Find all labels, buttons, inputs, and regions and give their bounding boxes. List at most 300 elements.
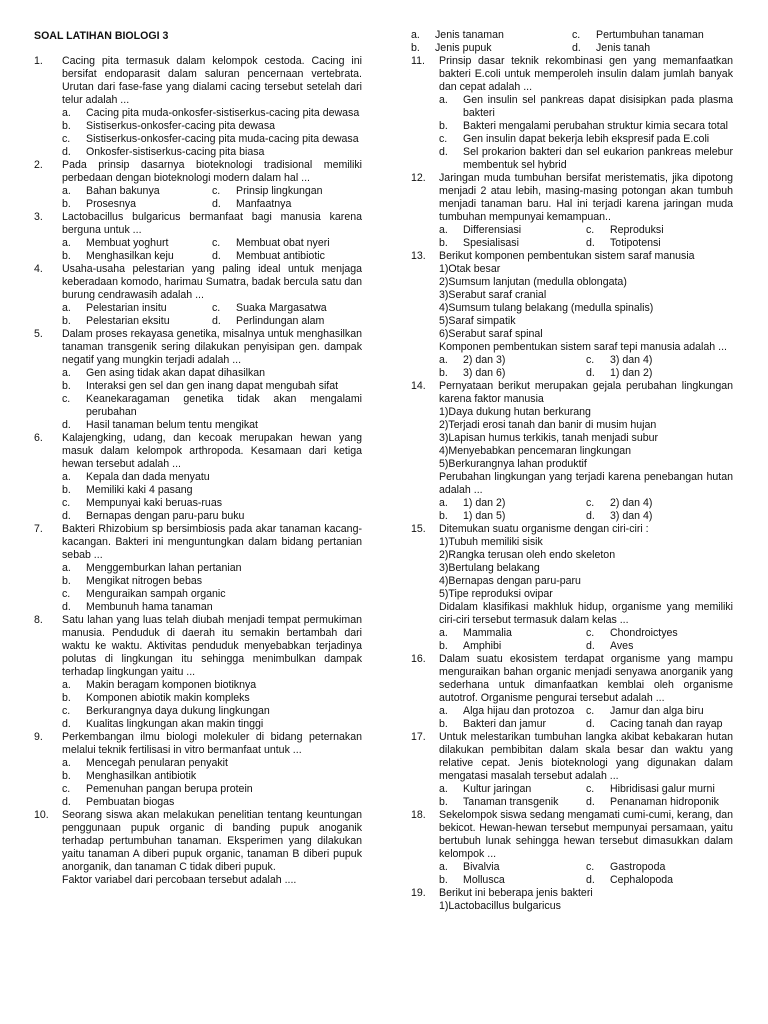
option-letter: a. [62,679,71,691]
option-text: Sistiserkus-onkosfer-cacing pita dewasa [86,120,276,132]
option-letter: c. [439,133,448,145]
answer-options [439,783,733,809]
question-number: 14. [411,380,426,392]
option-text: Bakteri dan jamur [463,718,547,730]
option-letter: b. [439,510,448,522]
answer-option [62,393,362,419]
question-item [411,380,733,523]
question-text: Bakteri Rhizobium sp bersimbiosis pada akar tanaman kacang-kacangan. Bakteri ini menguntungkan dalam bidang pertanian sebab ... [62,523,362,561]
answer-option [212,237,362,250]
question-text: Jaringan muda tumbuhan bersifat meristematis, jika dipotong menjadi 2 atau lebih, masing-masing potongan akan tumbuh menjadi tanaman baru. Hal ini terjadi karena jaringan muda tumbuhan mempunyai kemampuan.. [439,172,733,223]
option-letter: d. [586,796,595,808]
option-text: Membunuh hama tanaman [86,601,213,613]
option-text: Differensiasi [463,224,522,236]
answer-option [439,510,586,523]
question-number: 1. [34,55,43,67]
answer-option [439,783,586,796]
answer-option [439,367,586,380]
answer-option [572,29,733,42]
option-letter: c. [586,497,595,509]
option-text: 2) dan 3) [463,354,506,366]
answer-option [586,718,733,731]
option-text: 1) dan 2) [463,497,506,509]
answer-option [62,198,212,211]
question-text: 6)Serabut saraf spinal [439,328,543,340]
question-text: Komponen pembentukan sistem saraf tepi manusia adalah ... [439,341,727,353]
answer-option [62,185,212,198]
option-text: Prinsip lingkungan [236,185,323,197]
option-text: Pemenuhan pangan berupa protein [86,783,253,795]
option-text: Pembuatan biogas [86,796,175,808]
answer-option [62,705,362,718]
option-text: 3) dan 4) [610,354,653,366]
answer-option [586,861,733,874]
option-letter: d. [62,419,71,431]
option-text: Pertumbuhan tanaman [596,29,704,41]
question-text: 3)Lapisan humus terkikis, tanah menjadi subur [439,432,659,444]
question-text: Berikut komponen pembentukan sistem saraf manusia [439,250,695,262]
option-letter: a. [62,302,71,314]
answer-option [62,484,362,497]
option-letter: d. [586,367,595,379]
question-item [34,432,362,523]
question-text: 5)Tipe reproduksi ovipar [439,588,553,600]
option-text: Gen insulin sel pankreas dapat disisipkan pada plasma bakteri [463,94,733,119]
option-letter: b. [439,796,448,808]
option-letter: a. [439,627,448,639]
answer-option [62,588,362,601]
option-text: Perlindungan alam [236,315,325,327]
question-item [34,809,362,887]
answer-option [62,380,362,393]
option-letter: a. [62,237,71,249]
question-text: 4)Sumsum tulang belakang (medulla spinalis) [439,302,654,314]
answer-option [62,302,212,315]
option-text: Gen insulin dapat bekerja lebih ekspresif pada E.coli [463,133,710,145]
answer-option [586,237,733,250]
option-text: Makin beragam komponen biotiknya [86,679,257,691]
option-letter: b. [62,315,71,327]
answer-option [212,198,362,211]
option-text: Komponen abiotik makin kompleks [86,692,250,704]
option-letter: b. [62,380,71,392]
option-letter: a. [439,354,448,366]
question-text: Untuk melestarikan tumbuhan langka akibat kebakaran hutan dilakukan pembibitan dalam skala besar dan waktu yang relative cepat. Jenis bioteknologi yang digunakan dalam mengatasi masalah tersebut adalah ... [439,731,733,782]
option-text: Menghasilkan antibiotik [86,770,197,782]
question-text: Prinsip dasar teknik rekombinasi gen yang memanfaatkan bakteri E.coli untuk memperoleh insulin dalam jumlah banyak dan cepat adalah ... [439,55,733,93]
answer-option [439,237,586,250]
option-letter: b. [439,718,448,730]
option-text: Cacing tanah dan rayap [610,718,723,730]
answer-option [439,640,586,653]
option-text: Pelestarian insitu [86,302,167,314]
option-text: Cephalopoda [610,874,674,886]
option-text: Aves [610,640,634,652]
question-number: 13. [411,250,426,262]
question-text: 5)Saraf simpatik [439,315,516,327]
option-letter: b. [439,640,448,652]
question-number: 2. [34,159,43,171]
question-text: Dalam proses rekayasa genetika, misalnya untuk menghasilkan tanaman transgenik sering dilakukan penyisipan gen. dampak negatif yang mungkin terjadi adalah ... [62,328,362,366]
answer-option [439,718,586,731]
option-letter: b. [439,874,448,886]
option-letter: b. [411,42,420,54]
question-text: Pernyataan berikut merupakan gejala perubahan lingkungan karena faktor manusia [439,380,733,405]
option-text: Manfaatnya [236,198,292,210]
answer-option [439,94,733,120]
answer-option [586,796,733,809]
option-text: Sel prokarion bakteri dan sel eukarion pankreas melebur membentuk sel hybrid [463,146,733,171]
option-letter: d. [62,796,71,808]
answer-option [62,120,362,133]
answer-option [411,29,572,42]
question-item [411,809,733,887]
answer-option [586,510,733,523]
option-letter: a. [62,185,71,197]
answer-option [586,705,733,718]
option-letter: c. [586,224,595,236]
option-letter: b. [62,484,71,496]
question-number: 15. [411,523,426,535]
question-text: Usaha-usaha pelestarian yang paling ideal untuk menjaga keberadaan komodo, harimau Sumatra, badak bercula satu dan burung cendrawasih adalah ... [62,263,362,301]
question-item [34,55,362,159]
option-text: Onkosfer-sistiserkus-cacing pita biasa [86,146,265,158]
option-text: Menggemburkan lahan pertanian [86,562,242,574]
option-text: Prosesnya [86,198,137,210]
option-letter: b. [62,575,71,587]
option-letter: c. [62,497,71,509]
question-item [411,731,733,809]
answer-option [586,354,733,367]
option-letter: c. [586,783,595,795]
question-item [34,614,362,731]
option-text: Menguraikan sampah organic [86,588,226,600]
option-text: Mengikat nitrogen bebas [86,575,203,587]
question-number: 17. [411,731,426,743]
option-letter: b. [439,237,448,249]
answer-option [439,874,586,887]
question-text: 3)Serabut saraf cranial [439,289,547,301]
option-text: 1) dan 5) [463,510,506,522]
option-text: Berkurangnya daya dukung lingkungan [86,705,270,717]
question-text: 3)Bertulang belakang [439,562,540,574]
option-letter: a. [62,367,71,379]
option-letter: c. [586,354,595,366]
option-text: Memiliki kaki 4 pasang [86,484,193,496]
answer-option [62,575,362,588]
option-letter: c. [572,29,581,41]
option-text: Menghasilkan keju [86,250,174,262]
question-item [34,263,362,328]
question-text: 2)Terjadi erosi tanah dan banir di musim hujan [439,419,657,431]
question-item [34,159,362,211]
question-text: Satu lahan yang luas telah diubah menjadi tempat permukiman manusia. Penduduk di daerah itu semakin bertambah dari waktu ke waktu. Aktivitas penduduk menyebabkan terjadinya polutas di lingkungan itu sehingga menimbulkan dampak terhadap lingkungan yaitu ... [62,614,362,678]
option-text: Jenis pupuk [435,42,492,54]
option-letter: b. [62,250,71,262]
answer-option [62,471,362,484]
option-letter: a. [62,757,71,769]
answer-option [212,250,362,263]
option-text: Bivalvia [463,861,500,873]
option-text: Sistiserkus-onkosfer-cacing pita muda-cacing pita dewasa [86,133,359,145]
question-number: 3. [34,211,43,223]
question-text: Ditemukan suatu organisme dengan ciri-ciri : [439,523,649,535]
option-text: Hibridisasi galur murni [610,783,715,795]
answer-option [586,627,733,640]
option-letter: d. [212,250,221,262]
option-letter: a. [411,29,420,41]
option-text: Gastropoda [610,861,666,873]
option-letter: d. [62,510,71,522]
right-column [411,29,733,913]
option-text: 2) dan 4) [610,497,653,509]
question-10-options [411,29,733,55]
question-number: 11. [411,55,425,67]
option-letter: d. [572,42,581,54]
option-text: Cacing pita muda-onkosfer-sistiserkus-cacing pita dewasa [86,107,360,119]
question-item [34,328,362,432]
answer-option [62,133,362,146]
answer-options [439,705,733,731]
answer-option [62,146,362,159]
question-text: 1)Daya dukung hutan berkurang [439,406,591,418]
option-letter: c. [212,185,221,197]
question-text: 1)Tubuh memiliki sisik [439,536,543,548]
question-text: 5)Berkurangnya lahan produktif [439,458,587,470]
left-column [34,30,362,887]
option-letter: d. [212,198,221,210]
answer-option [439,354,586,367]
answer-option [62,510,362,523]
answer-options [439,224,733,250]
question-text: Seorang siswa akan melakukan penelitian tentang keuntungan penggunaan pupuk organic di banding pupuk anoganik terhadap pertumbuhan tanaman. Eksperimen yang dilakukan yaitu tanaman A diberi pupuk organic, tanaman B diberi pupuk anorganik, dan tanaman C tidak diberi pupuk. [62,809,362,873]
option-letter: d. [62,146,71,158]
option-letter: a. [62,471,71,483]
option-letter: d. [586,510,595,522]
option-letter: d. [62,718,71,730]
answer-option [62,497,362,510]
question-text: 2)Rangka terusan oleh endo skeleton [439,549,616,561]
question-text: Didalam klasifikasi makhluk hidup, organisme yang memiliki ciri-ciri tersebut termasuk dalam kelas ... [439,601,733,626]
answer-option [62,770,362,783]
question-text: Perkembangan ilmu biologi molekuler di bidang peternakan melalui teknik fertilisasi in vitro bermanfaat untuk ... [62,731,362,756]
answer-option [62,757,362,770]
option-text: Bahan bakunya [86,185,160,197]
option-text: Chondroictyes [610,627,678,639]
answer-option [439,627,586,640]
question-item [34,731,362,809]
question-text: Kalajengking, udang, dan kecoak merupakan hewan yang masuk dalam kelompok arthropoda. Kesamaan dari ketiga hewan tersebut adalah ... [62,432,362,470]
answer-option [62,562,362,575]
question-number: 9. [34,731,43,743]
question-text: Dalam suatu ekosistem terdapat organisme yang mampu menguraikan bahan organic menjadi senyawa anorganik yang sederhana untuk dimanfaatkan kemblai oleh organisme autotrof. Organisme pengurai tersebut adalah ... [439,653,733,704]
option-text: Hasil tanaman belum tentu mengikat [86,419,258,431]
option-text: Mempunyai kaki beruas-ruas [86,497,223,509]
option-text: Suaka Margasatwa [236,302,327,314]
option-letter: b. [62,692,71,704]
question-text: 4)Bernapas dengan paru-paru [439,575,581,587]
question-item [411,250,733,380]
question-number: 10. [34,809,49,821]
option-text: Pelestarian eksitu [86,315,170,327]
answer-option [572,42,733,55]
option-letter: b. [439,120,448,132]
answer-option [62,692,362,705]
option-text: Gen asing tidak akan dapat dihasilkan [86,367,266,379]
option-text: Jamur dan alga biru [610,705,704,717]
question-text: Perubahan lingkungan yang terjadi karena penebangan hutan adalah ... [439,471,733,496]
option-letter: d. [586,237,595,249]
answer-option [439,133,733,146]
answer-option [62,367,362,380]
answer-option [439,796,586,809]
option-text: Jenis tanah [596,42,651,54]
answer-option [212,315,362,328]
option-letter: d. [212,315,221,327]
question-text: Cacing pita termasuk dalam kelompok cestoda. Cacing ini bersifat endoparasit dalam saluran pencernaan vertebrata. Urutan dari fase-fase yang dialami cacing tersebut setelah dari telur adalah ... [62,55,362,106]
option-letter: a. [62,107,71,119]
option-letter: c. [62,393,71,405]
option-text: Membuat obat nyeri [236,237,330,249]
option-text: Amphibi [463,640,502,652]
question-number: 8. [34,614,43,626]
option-letter: d. [586,640,595,652]
option-letter: c. [586,627,595,639]
option-text: Kualitas lingkungan akan makin tinggi [86,718,264,730]
option-letter: c. [62,705,71,717]
option-text: Interaksi gen sel dan gen inang dapat mengubah sifat [86,380,339,392]
question-item [411,523,733,653]
option-text: Alga hijau dan protozoa [463,705,575,717]
option-letter: b. [439,367,448,379]
option-letter: a. [439,705,448,717]
option-letter: a. [62,562,71,574]
option-letter: c. [62,783,71,795]
page-title: SOAL LATIHAN BIOLOGI 3 [34,30,169,42]
answer-option [411,42,572,55]
question-number: 4. [34,263,43,275]
answer-option [439,224,586,237]
option-letter: a. [439,497,448,509]
question-text: 2)Sumsum lanjutan (medulla oblongata) [439,276,627,288]
answer-option [586,874,733,887]
option-text: 1) dan 2) [610,367,653,379]
answer-option [439,146,733,172]
question-item [34,211,362,263]
answer-option [62,783,362,796]
answer-options [439,627,733,653]
answer-option [586,783,733,796]
answer-option [62,237,212,250]
option-letter: c. [212,302,221,314]
question-text: Berikut ini beberapa jenis bakteri [439,887,593,899]
answer-options [62,237,362,263]
option-letter: b. [62,770,71,782]
question-number: 18. [411,809,426,821]
option-text: Bakteri mengalami perubahan struktur kimia secara total [463,120,728,132]
answer-option [586,224,733,237]
question-item [411,887,733,913]
answer-option [586,367,733,380]
question-text: Sekelompok siswa sedang mengamati cumi-cumi, kerang, dan bekicot. Hewan-hewan tersebut mempunyai persamaan, yaitu bertubuh lunak sehingga hewan tersebut dimasukkan dalam kelompok ... [439,809,733,860]
question-text: Lactobacillus bulgaricus bermanfaat bagi manusia karena berguna untuk ... [62,211,362,236]
question-text: 4)Menyebabkan pencemaran lingkungan [439,445,631,457]
option-text: Totipotensi [610,237,661,249]
option-letter: d. [586,718,595,730]
question-number: 12. [411,172,426,184]
answer-options [439,861,733,887]
option-letter: b. [62,120,71,132]
answer-options [439,497,733,523]
answer-option [62,107,362,120]
option-text: Kepala dan dada menyatu [86,471,210,483]
question-number: 19. [411,887,426,899]
option-letter: a. [439,861,448,873]
answer-option [439,497,586,510]
question-number: 16. [411,653,426,665]
answer-options [439,354,733,380]
option-letter: d. [62,601,71,613]
option-letter: c. [212,237,221,249]
question-text: 1)Otak besar [439,263,501,275]
answer-option [62,679,362,692]
answer-option [62,315,212,328]
question-text: Pada prinsip dasarnya bioteknologi tradisional memiliki perbedaan dengan bioteknologi modern dalam hal ... [62,159,362,184]
question-item [411,172,733,250]
left-question-list [34,55,362,887]
right-question-list [411,55,733,913]
answer-options [62,302,362,328]
option-text: Mencegah penularan penyakit [86,757,228,769]
option-text: Spesialisasi [463,237,519,249]
option-text: 3) dan 4) [610,510,653,522]
option-letter: b. [62,198,71,210]
option-text: Membuat yoghurt [86,237,169,249]
answer-option [439,705,586,718]
answer-option [439,861,586,874]
option-letter: d. [586,874,595,886]
option-letter: c. [586,705,595,717]
answer-option [62,419,362,432]
answer-options [62,185,362,211]
option-letter: c. [62,588,71,600]
option-text: Mollusca [463,874,505,886]
answer-option [586,497,733,510]
option-text: 3) dan 6) [463,367,506,379]
option-text: Penanaman hidroponik [610,796,719,808]
answer-option [62,796,362,809]
question-text: Faktor variabel dari percobaan tersebut adalah .... [62,874,297,886]
answer-option [439,120,733,133]
option-text: Reproduksi [610,224,664,236]
question-item [411,55,733,172]
option-letter: a. [439,783,448,795]
answer-option [62,250,212,263]
option-text: Keanekaragaman genetika tidak akan mengalami perubahan [86,393,362,418]
question-text: 1)Lactobacillus bulgaricus [439,900,561,912]
option-text: Jenis tanaman [435,29,504,41]
answer-option [212,302,362,315]
option-letter: d. [439,146,448,158]
option-letter: c. [586,861,595,873]
answer-option [62,601,362,614]
option-text: Bernapas dengan paru-paru buku [86,510,245,522]
question-number: 6. [34,432,43,444]
answer-option [62,718,362,731]
option-text: Membuat antibiotic [236,250,325,262]
question-number: 5. [34,328,43,340]
option-letter: a. [439,224,448,236]
